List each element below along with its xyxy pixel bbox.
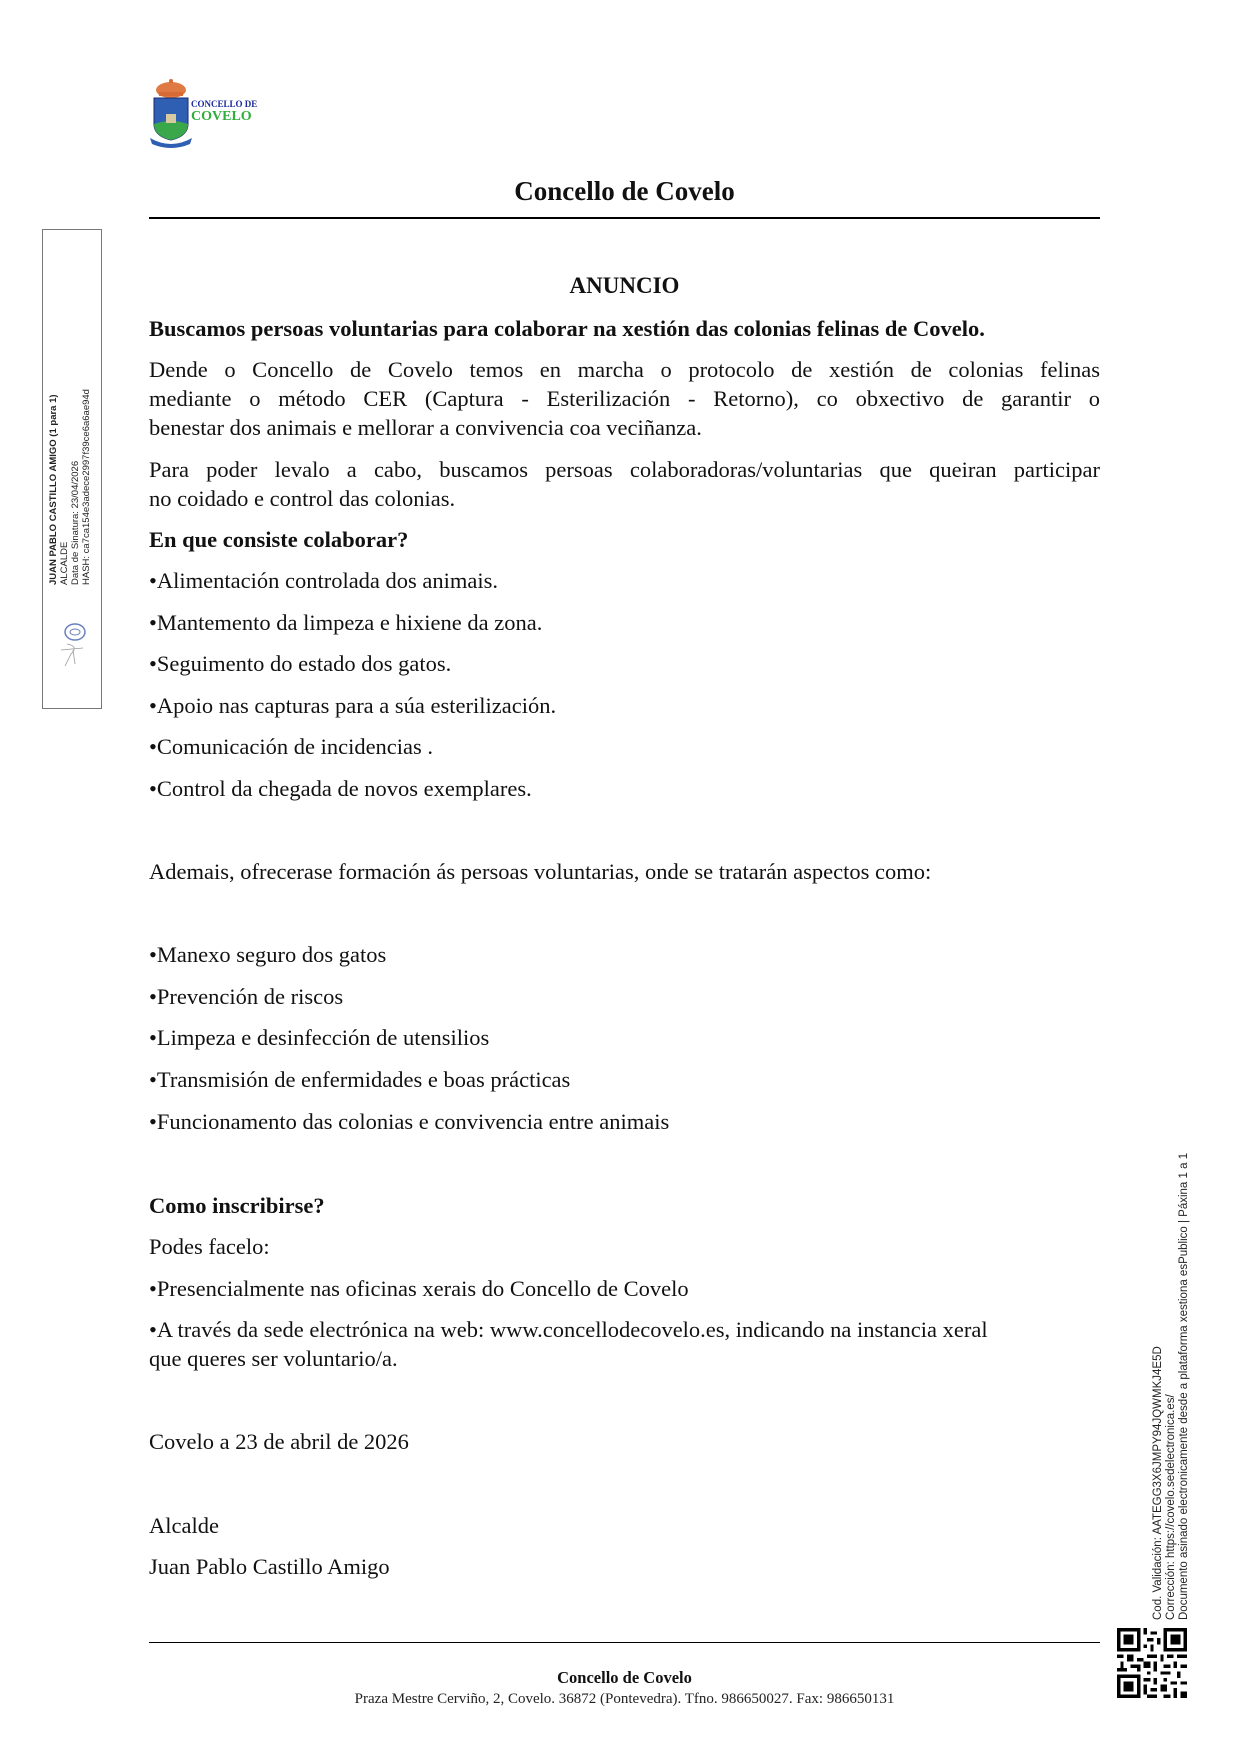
- signature-name: JUAN PABLO CASTILLO AMIGO (1 para 1): [48, 394, 59, 585]
- signer-role: Alcalde: [149, 1513, 219, 1538]
- list-item: •Apoio nas capturas para a súa esterilización.: [149, 693, 557, 718]
- footer-address: Praza Mestre Cerviño, 2, Covelo. 36872 (Pontevedra). Tfno. 986650027. Fax: 986650131: [354, 1691, 895, 1707]
- coat-of-arms-icon: [148, 78, 194, 148]
- signature-date: Data de Sinatura: 23/04/2026: [70, 460, 81, 585]
- list-item: •Alimentación controlada dos animais.: [149, 568, 499, 593]
- training-intro: Ademais, ofrecerase formación ás persoas voluntarias, onde se tratarán aspectos como:: [149, 859, 932, 884]
- list-item: •Limpeza e desinfección de utensilios: [149, 1025, 490, 1050]
- footer-divider: [149, 1642, 1100, 1643]
- validation-url: Corrección: https://covelo.sedelectronica.es/: [1165, 1394, 1177, 1620]
- logo-line1: CONCELLO DE: [191, 99, 258, 109]
- para2-line: no coidado e control das colonias.: [149, 486, 456, 511]
- list-item: •Presencialmente nas oficinas xerais do Concello de Covelo: [149, 1276, 689, 1301]
- qr-code-icon: [1117, 1628, 1187, 1698]
- list-item: •Comunicación de incidencias .: [149, 734, 434, 759]
- list-item: •Seguimento do estado dos gatos.: [149, 651, 452, 676]
- logo: [148, 78, 268, 150]
- list-item: •Mantemento da limpeza e hixiene da zona.: [149, 610, 543, 635]
- list-item: •Manexo seguro dos gatos: [149, 942, 387, 967]
- para1-line: benestar dos animais e mellorar a convivencia coa veciñanza.: [149, 415, 702, 440]
- list-item: •Funcionamento das colonias e convivencia entre animais: [149, 1109, 670, 1134]
- section1-title: En que consiste colaborar?: [149, 527, 409, 552]
- list-item: •Transmisión de enfermidades e boas prácticas: [149, 1067, 571, 1092]
- list-item: •A través da sede electrónica na web: www.concellodecovelo.es, indicando na instancia xeral: [149, 1317, 988, 1342]
- validation-code: Cod. Validación: AATEGG3X6JMPY94JQWMKJ4E5D: [1152, 1346, 1164, 1620]
- page-title: Concello de Covelo: [514, 176, 735, 206]
- list-item: •Control da chegada de novos exemplares.: [149, 776, 532, 801]
- section2-intro: Podes facelo:: [149, 1234, 270, 1259]
- signature-role: ALCALDE: [59, 541, 70, 585]
- logo-line2: COVELO: [191, 109, 252, 124]
- seal-icon: [53, 620, 93, 680]
- list-item: •Prevención de riscos: [149, 984, 344, 1009]
- section2-title: Como inscribirse?: [149, 1193, 325, 1218]
- signature-box: [42, 229, 102, 709]
- validation-note: Documento asinado electronicamente desde a plataforma xestiona esPublico | Páxina 1 a 1: [1178, 1152, 1190, 1620]
- document-subheading: Buscamos persoas voluntarias para colaborar na xestión das colonias felinas de Covelo.: [149, 316, 985, 341]
- header-divider: [149, 217, 1100, 219]
- signer-name: Juan Pablo Castillo Amigo: [149, 1554, 390, 1579]
- date-line: Covelo a 23 de abril de 2026: [149, 1429, 409, 1454]
- footer-title: Concello de Covelo: [557, 1668, 692, 1687]
- signature-hash: HASH: ca7ca154e3adece2997f39ce6a6ae94d: [81, 389, 92, 585]
- para1-line: mediante o método CER (Captura - Esterilización - Retorno), co obxectivo de garantir o: [149, 386, 1100, 411]
- para1-line: Dende o Concello de Covelo temos en marcha o protocolo de xestión de colonias felinas: [149, 357, 1100, 382]
- para2-line: Para poder levalo a cabo, buscamos persoas colaboradoras/voluntarias que queiran participar: [149, 457, 1100, 482]
- list-item-continuation: que queres ser voluntario/a.: [149, 1346, 398, 1371]
- document-heading: ANUNCIO: [569, 273, 680, 298]
